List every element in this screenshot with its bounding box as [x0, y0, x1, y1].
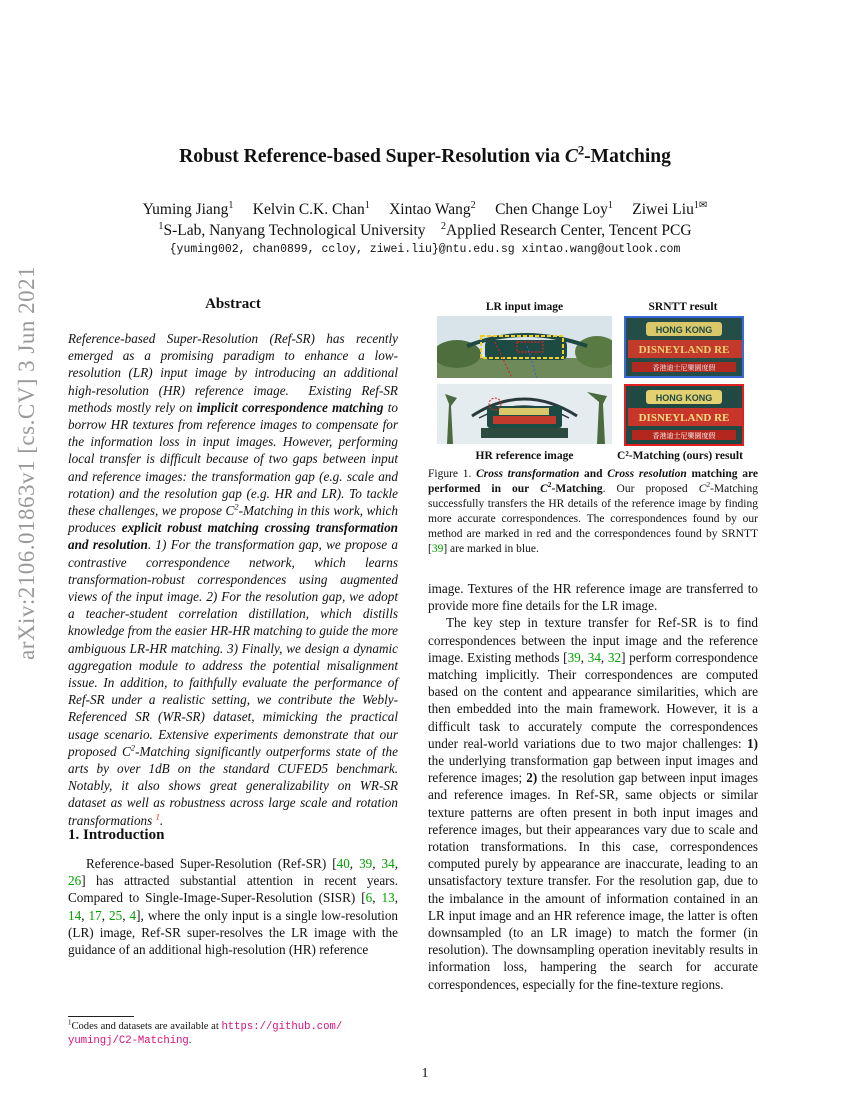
author-emails: {yuming002, chan0899, ccloy, ziwei.liu}@ntu.edu.sg xintao.wang@outlook.com [169, 243, 681, 256]
c2-matching-result-image [624, 384, 744, 446]
abstract-heading: Abstract [205, 296, 261, 312]
footnote-url[interactable]: https://github.com/ yumingj/C2-Matching [68, 1021, 343, 1047]
svg-text:香港迪士尼樂園度假: 香港迪士尼樂園度假 [652, 364, 716, 372]
svg-text:DISNEYLAND RE: DISNEYLAND RE [638, 412, 730, 424]
svg-text:HONG KONG: HONG KONG [655, 325, 713, 335]
srntt-scene-graphic [626, 318, 742, 376]
lr-input-image [437, 316, 612, 378]
hr-reference-image [437, 384, 612, 444]
page-number: 1 [421, 1066, 429, 1081]
arxiv-stamp [14, 265, 39, 662]
hr-scene-graphic [437, 384, 612, 444]
intro-heading: 1. Introduction [68, 827, 165, 843]
arxiv-stamp-text: arXiv:2106.01863v1 [cs.CV] 3 Jun 2021 [14, 265, 39, 660]
figure-caption: Figure 1. Cross transformation and Cross resolution matching are performed in our $C^2$-Matching. Our proposed $C^2$-Matching successfully transfers the HR details of the reference image by finding more accurate correspondences. The correspondences found by our method are marked in red and the correspondences found by SRNTT [39] are marked in blue. [428, 468, 758, 555]
figure-label-lr: LR input image [485, 301, 564, 313]
srntt-result-image [624, 316, 744, 378]
figure-label-c2: C²-Matching (ours) result [617, 450, 743, 462]
footnote-text: Codes and datasets are available at [71, 1021, 222, 1032]
paper-title: Robust Reference-based Super-Resolution via $C^2$-Matching [179, 143, 671, 167]
abstract-body: Reference-based Super-Resolution (Ref-SR) has recently emerged as a promising paradigm to enhance a low-resolution (LR) input image by introducing an additional high-resolution (HR) reference image. Existing Ref-SR methods mostly rely on implicit correspondence matching to borrow HR textures from reference images to compensate for the information loss in input images. However, performing local transfer is difficult because of two gaps between input and reference images: the transformation gap (e.g. scale and rotation) and the resolution gap (e.g. HR and LR). To tackle these challenges, we propose $C^2$-Matching in this work, which produces explicit robust matching crossing transformation and resolution. 1) For the transformation gap, we propose a contrastive correspondence network, which learns transformation-robust correspondences using augmented views of the input image. 2) For the resolution gap, we adopt a teacher-student correlation distillation, which distills knowledge from the easier HR-HR matching to guide the more ambiguous LR-HR matching. 3) Finally, we design a dynamic aggregation module to address the potential misalignment issue. In addition, to faithfully evaluate the performance of Ref-SR under a realistic setting, we contribute the Webly-Referenced SR (WR-SR) dataset, mimicking the practical usage scenario. Extensive experiments demonstrate that our proposed $C^2$-Matching significantly outperforms state of the arts by over 1dB on the standard CUFED5 benchmark. Notably, it also shows great generalizability on WR-SR dataset as well as robustness across large scale and rotation transformations $^1$. [68, 331, 399, 828]
figure-label-srntt: SRNTT result [648, 301, 718, 313]
c2-scene-graphic [626, 386, 742, 444]
paragraph-key-step: The key step in texture transfer for Ref-SR is to find correspondences between the input image and the reference image. Existing methods [39, 34, 32] perform correspondence matching implicitly. Their correspondences are computed based on the content and appearance similarities, which are then embedded into the main framework. However, it is a difficult task to accurately compute the correspondences under real-world variations due to two major challenges: 1) the underlying transformation gap between input images and reference images; 2) the resolution gap between input images and reference images. In Ref-SR, same objects or similar texture patterns are often present in both input images and reference images, but their appearances vary due to scale and rotation transformations. In this case, correspondences computed purely by appearance are inaccurate, leading to an unsatisfactory texture transfer. For the resolution gap, due to the imbalance in the amount of information contained in an LR input image and an HR reference image, the latter is often downsampled (to an LR image) to match the former (in resolution). The downsampling operation inevitably results in information loss, hampering the search for accurate correspondences, especially for the fine-texture regions. [428, 615, 759, 992]
footnote: $^1$Codes and datasets are available at https://github.com/ yumingj/C2-Matching. [68, 1019, 343, 1047]
lr-scene-graphic [437, 316, 612, 378]
affiliations: $^1$S-Lab, Nanyang Technological University $^2$Applied Research Center, Tencent PCG [158, 220, 692, 239]
svg-text:HONG KONG: HONG KONG [655, 393, 713, 403]
svg-text:DISNEYLAND RE: DISNEYLAND RE [638, 344, 730, 356]
intro-body: Reference-based Super-Resolution (Ref-SR) [40, 39, 34, 26] has attracted substantial attention in recent years. Compared to Single-Image-Super-Resolution (SISR) [6, 13, 14, 17, 25, 4], where the only input is a single low-resolution (LR) image, Ref-SR super-resolves the LR image with the guidance of an additional high-resolution (HR) reference [68, 856, 399, 958]
footnote-marker: 1 [68, 1019, 72, 1027]
footnote-rule [68, 1016, 134, 1017]
right-column-body [428, 580, 758, 993]
figure-label-hr: HR reference image [475, 450, 574, 462]
svg-text:香港迪士尼樂園度假: 香港迪士尼樂園度假 [652, 432, 716, 440]
author-list: Yuming Jiang$^1$ Kelvin C.K. Chan$^1$ Xintao Wang$^2$ Chen Change Loy$^1$ Ziwei Liu$^{1✉}$ [142, 199, 708, 218]
paragraph-continuation: image. Textures of the HR reference image are transferred to provide more fine details for the LR image. [428, 581, 758, 614]
